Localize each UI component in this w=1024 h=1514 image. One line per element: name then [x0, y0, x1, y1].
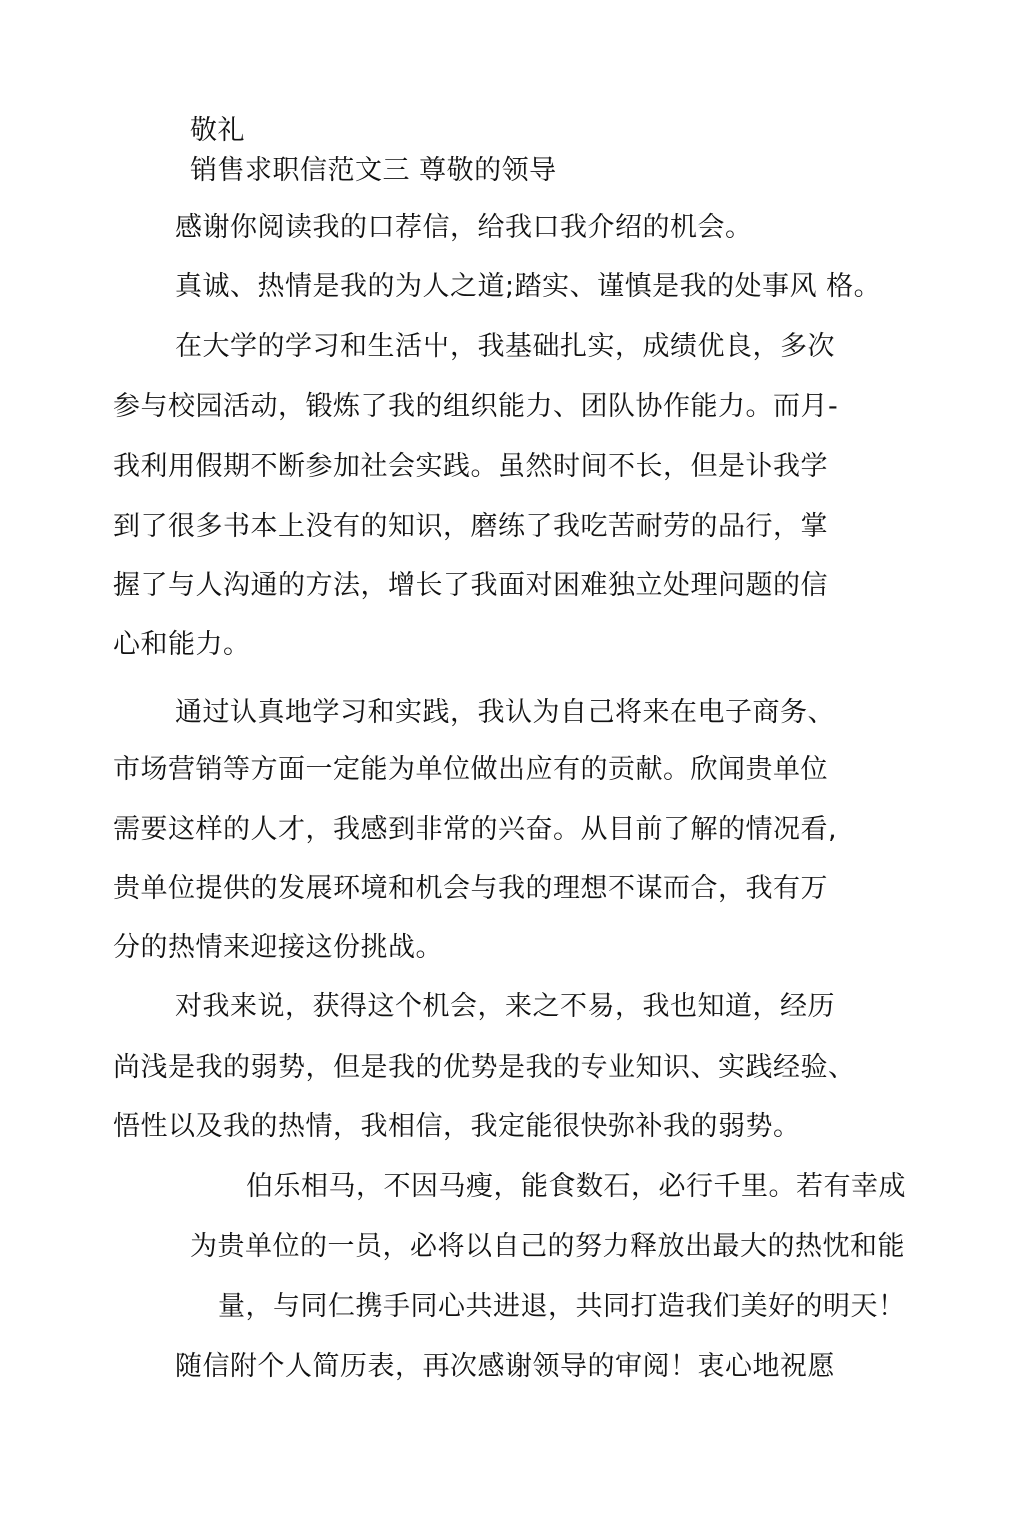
text-line: 我利用假期不断参加社会实践。虽然时间不长，但是讣我学	[113, 451, 828, 482]
text-line: 尚浅是我的弱势，但是我的优势是我的专业知识、实践经验、	[113, 1052, 856, 1083]
text-line: 对我来说，获得这个机会，来之不易，我也知道，经历	[175, 991, 835, 1022]
text-line: 分的热情来迎接这份挑战。	[113, 932, 443, 963]
text-line: 为贵单位的一员，必将以自己的努力释放出最大的热忱和能	[190, 1231, 905, 1262]
text-line: 参与校园活动，锻炼了我的组织能力、团队协作能力。而月-	[113, 391, 839, 422]
text-line: 市场营销等方面一定能为单位做出应有的贡献。欣闻贵单位	[113, 754, 828, 785]
text-line: 真诚、热情是我的为人之道;踏实、谨慎是我的处事风 格。	[175, 271, 882, 302]
text-line: 贵单位提供的发展环境和机会与我的理想不谋而合，我有万	[113, 873, 828, 904]
text-line: 握了与人沟通的方法，增长了我面对困难独立处理问题的信	[113, 570, 828, 601]
text-line: 随信附个人简历表，再次感谢领导的审阅！衷心地祝愿	[175, 1351, 835, 1382]
text-line: 量，与同仁携手同心共进退，共同打造我们美好的明天！	[218, 1291, 906, 1322]
text-line: 感谢你阅读我的口荐信，给我口我介绍的机会。	[175, 212, 753, 243]
text-line: 心和能力。	[113, 629, 251, 660]
text-line: 悟性以及我的热情，我相信，我定能很快弥补我的弱势。	[113, 1111, 801, 1142]
text-line: 到了很多书本上没有的知识，磨练了我吃苦耐劳的品行，掌	[113, 511, 828, 542]
text-line: 伯乐相马，不因马瘦，能食数石，必行千里。若有幸成	[246, 1171, 906, 1202]
closing-salutation: 敬礼	[190, 115, 245, 146]
text-line: 通过认真地学习和实践，我认为自己将来在电子商务、	[175, 697, 835, 728]
text-line: 需要这样的人才，我感到非常的兴奋。从目前了解的情况看,	[113, 814, 838, 845]
text-line: 在大学的学习和生活屮，我基础扎实，成绩优良，多次	[175, 331, 835, 362]
letter-heading: 销售求职信范文三 尊敬的领导	[190, 155, 557, 186]
